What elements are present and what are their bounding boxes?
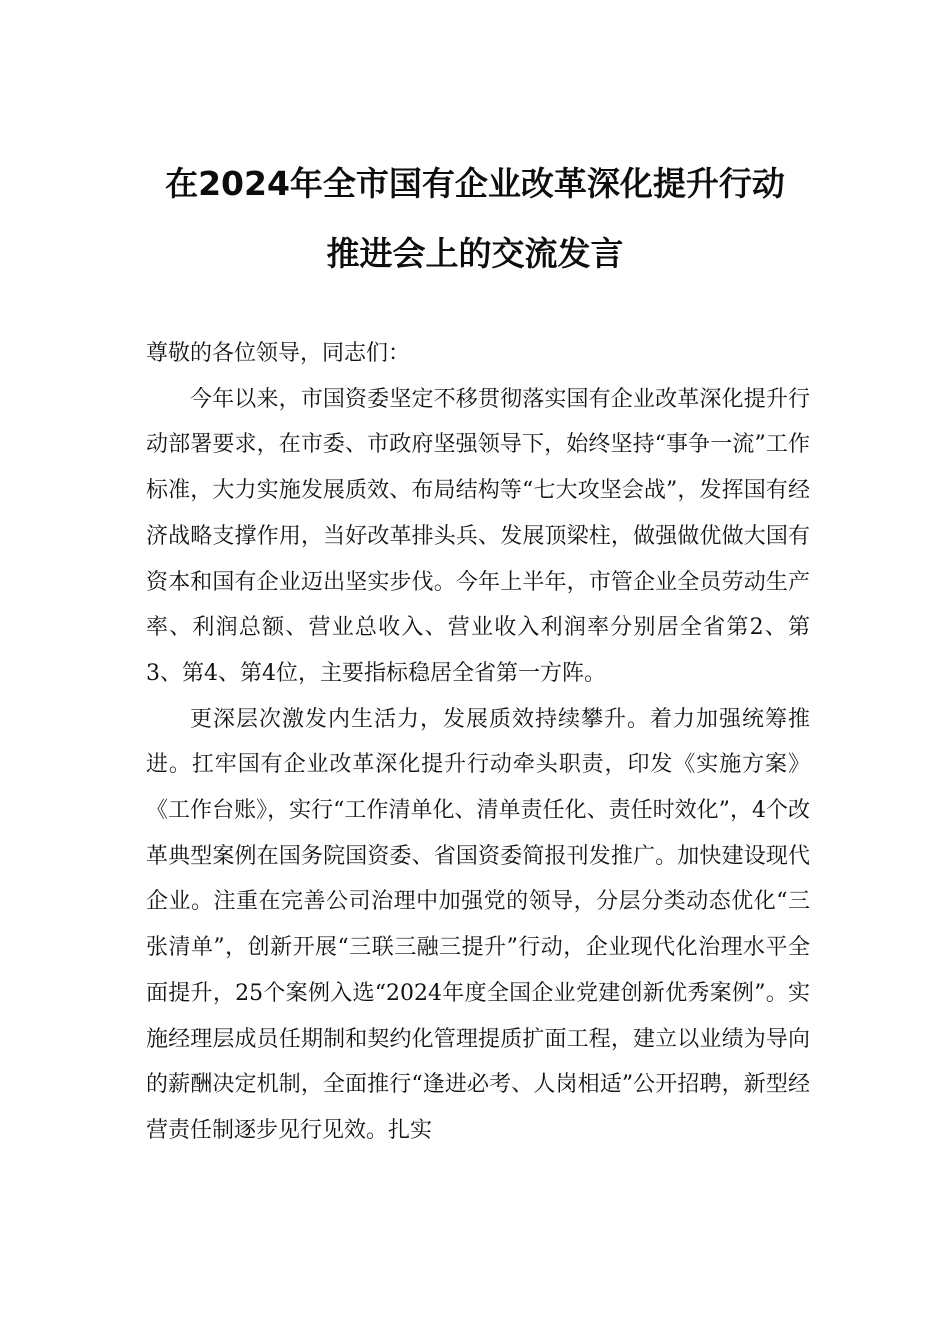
paragraph-2: 更深层次激发内生活力，发展质效持续攀升。着力加强统筹推进。扛牢国有企业改革深化提升行动牵头职责，印发《实施方案》《工作台账》，实行“工作清单化、清单责任化、责任时效化”，4个改革典型案例在国务院国资委、省国资委简报刊发推广。加快建设现代企业。注重在完善公司治理中加强党的领导，分层分类动态优化“三张清单”，创新开展“三联三融三提升”行动，企业现代化治理水平全面提升，25个案例入选“2024年度全国企业党建创新优秀案例”。实施经理层成员任期制和契约化管理提质扩面工程，建立以业绩为导向的薪酬决定机制，全面推行“逢进必考、人岗相适”公开招聘，新型经营责任制逐步见行见效。扎实 (146, 706, 810, 1143)
document-title-line-2: 推进会上的交流发言 (326, 234, 624, 273)
salutation: 尊敬的各位领导，同志们： (146, 341, 411, 366)
paragraph-1: 今年以来，市国资委坚定不移贯彻落实国有企业改革深化提升行动部署要求，在市委、市政府坚强领导下，始终坚持“事争一流”工作标准，大力实施发展质效、布局结构等“七大攻坚会战”，发挥国有经济战略支撑作用，当好改革排头兵、发展顶梁柱，做强做优做大国有资本和国有企业迈出坚实步伐。今年上半年，市管企业全员劳动生产率、利润总额、营业总收入、营业收入利润率分别居全省第2、第3、第4、第4位，主要指标稳居全省第一方阵。 (146, 386, 810, 686)
document-body (146, 331, 810, 1154)
document-title-line-1: 在2024年全市国有企业改革深化提升行动 (165, 164, 785, 203)
